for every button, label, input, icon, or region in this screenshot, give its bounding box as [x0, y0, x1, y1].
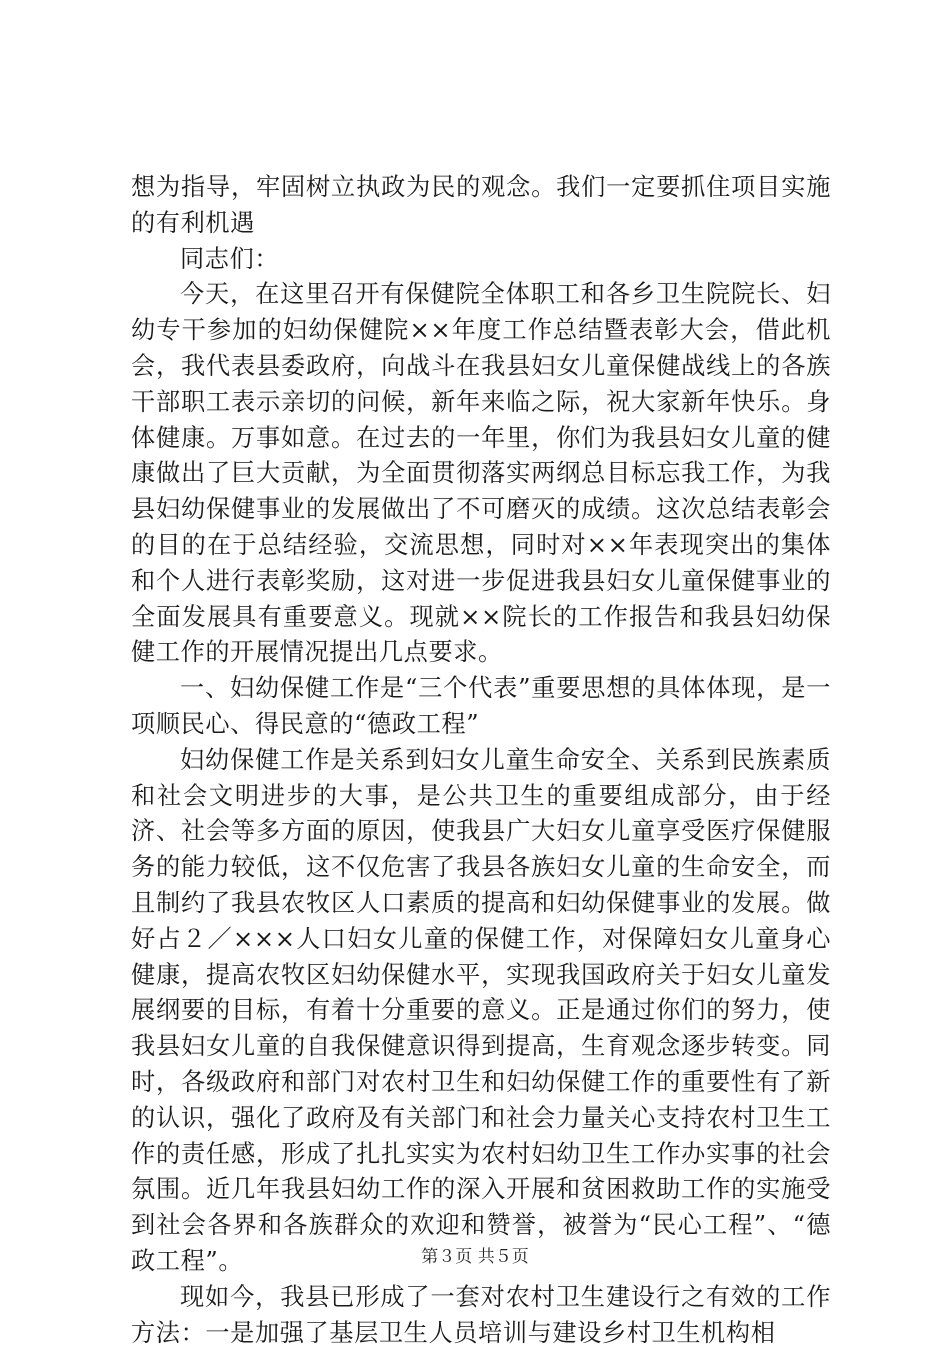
page-number-label: 第３页 共５页	[421, 1247, 529, 1267]
document-body	[131, 170, 831, 1351]
paragraph-5: 妇幼保健工作是关系到妇女儿童生命安全、关系到民族素质和社会文明进步的大事，是公共卫生的重要组成部分，由于经济、社会等多方面的原因，使我县广大妇女儿童享受医疗保健服务的能力较低，这不仅危害了我县各族妇女儿童的生命安全，而且制约了我县农牧区人口素质的提高和妇幼保健事业的发展。做好占２／×××人口妇女儿童的保健工作，对保障妇女儿童身心健康，提高农牧区妇幼保健水平，实现我国政府关于妇女儿童发展纲要的目标，有着十分重要的意义。正是通过你们的努力，使我县妇女儿童的自我保健意识得到提高，生育观念逐步转变。同时，各级政府和部门对农村卫生和妇幼保健工作的重要性有了新的认识，强化了政府及有关部门和社会力量关心支持农村卫生工作的责任感，形成了扎扎实实为农村妇幼卫生工作办实事的社会氛围。近几年我县妇幼工作的深入开展和贫困救助工作的实施受到社会各界和各族群众的欢迎和赞誉，被誉为“民心工程”、“德政工程”。	[131, 745, 831, 1275]
paragraph-2: 同志们：	[180, 244, 280, 273]
paragraph-6: 现如今，我县已形成了一套对农村卫生建设行之有效的工作方法：一是加强了基层卫生人员培训与建设乡村卫生机构相	[131, 1282, 831, 1347]
paragraph-1: 想为指导，牢固树立执政为民的观念。我们一定要抓住项目实施的有利机遇	[131, 173, 831, 237]
section-heading-1: 一、妇幼保健工作是“三个代表”重要思想的具体体现，是一项顺民心、得民意的“德政工程”	[131, 674, 831, 738]
page-footer	[0, 1246, 950, 1268]
paragraph-3: 今天，在这里召开有保健院全体职工和各乡卫生院院长、妇幼专干参加的妇幼保健院××年度工作总结暨表彰大会，借此机会，我代表县委政府，向战斗在我县妇女儿童保健战线上的各族干部职工表示亲切的问候，新年来临之际，祝大家新年快乐。身体健康。万事如意。在过去的一年里，你们为我县妇女儿童的健康做出了巨大贡献，为全面贯彻落实两纲总目标忘我工作，为我县妇幼保健事业的发展做出了不可磨灭的成绩。这次总结表彰会的目的在于总结经验，交流思想，同时对××年表现突出的集体和个人进行表彰奖励，这对进一步促进我县妇女儿童保健事业的全面发展具有重要意义。现就××院长的工作报告和我县妇幼保健工作的开展情况提出几点要求。	[131, 280, 831, 667]
